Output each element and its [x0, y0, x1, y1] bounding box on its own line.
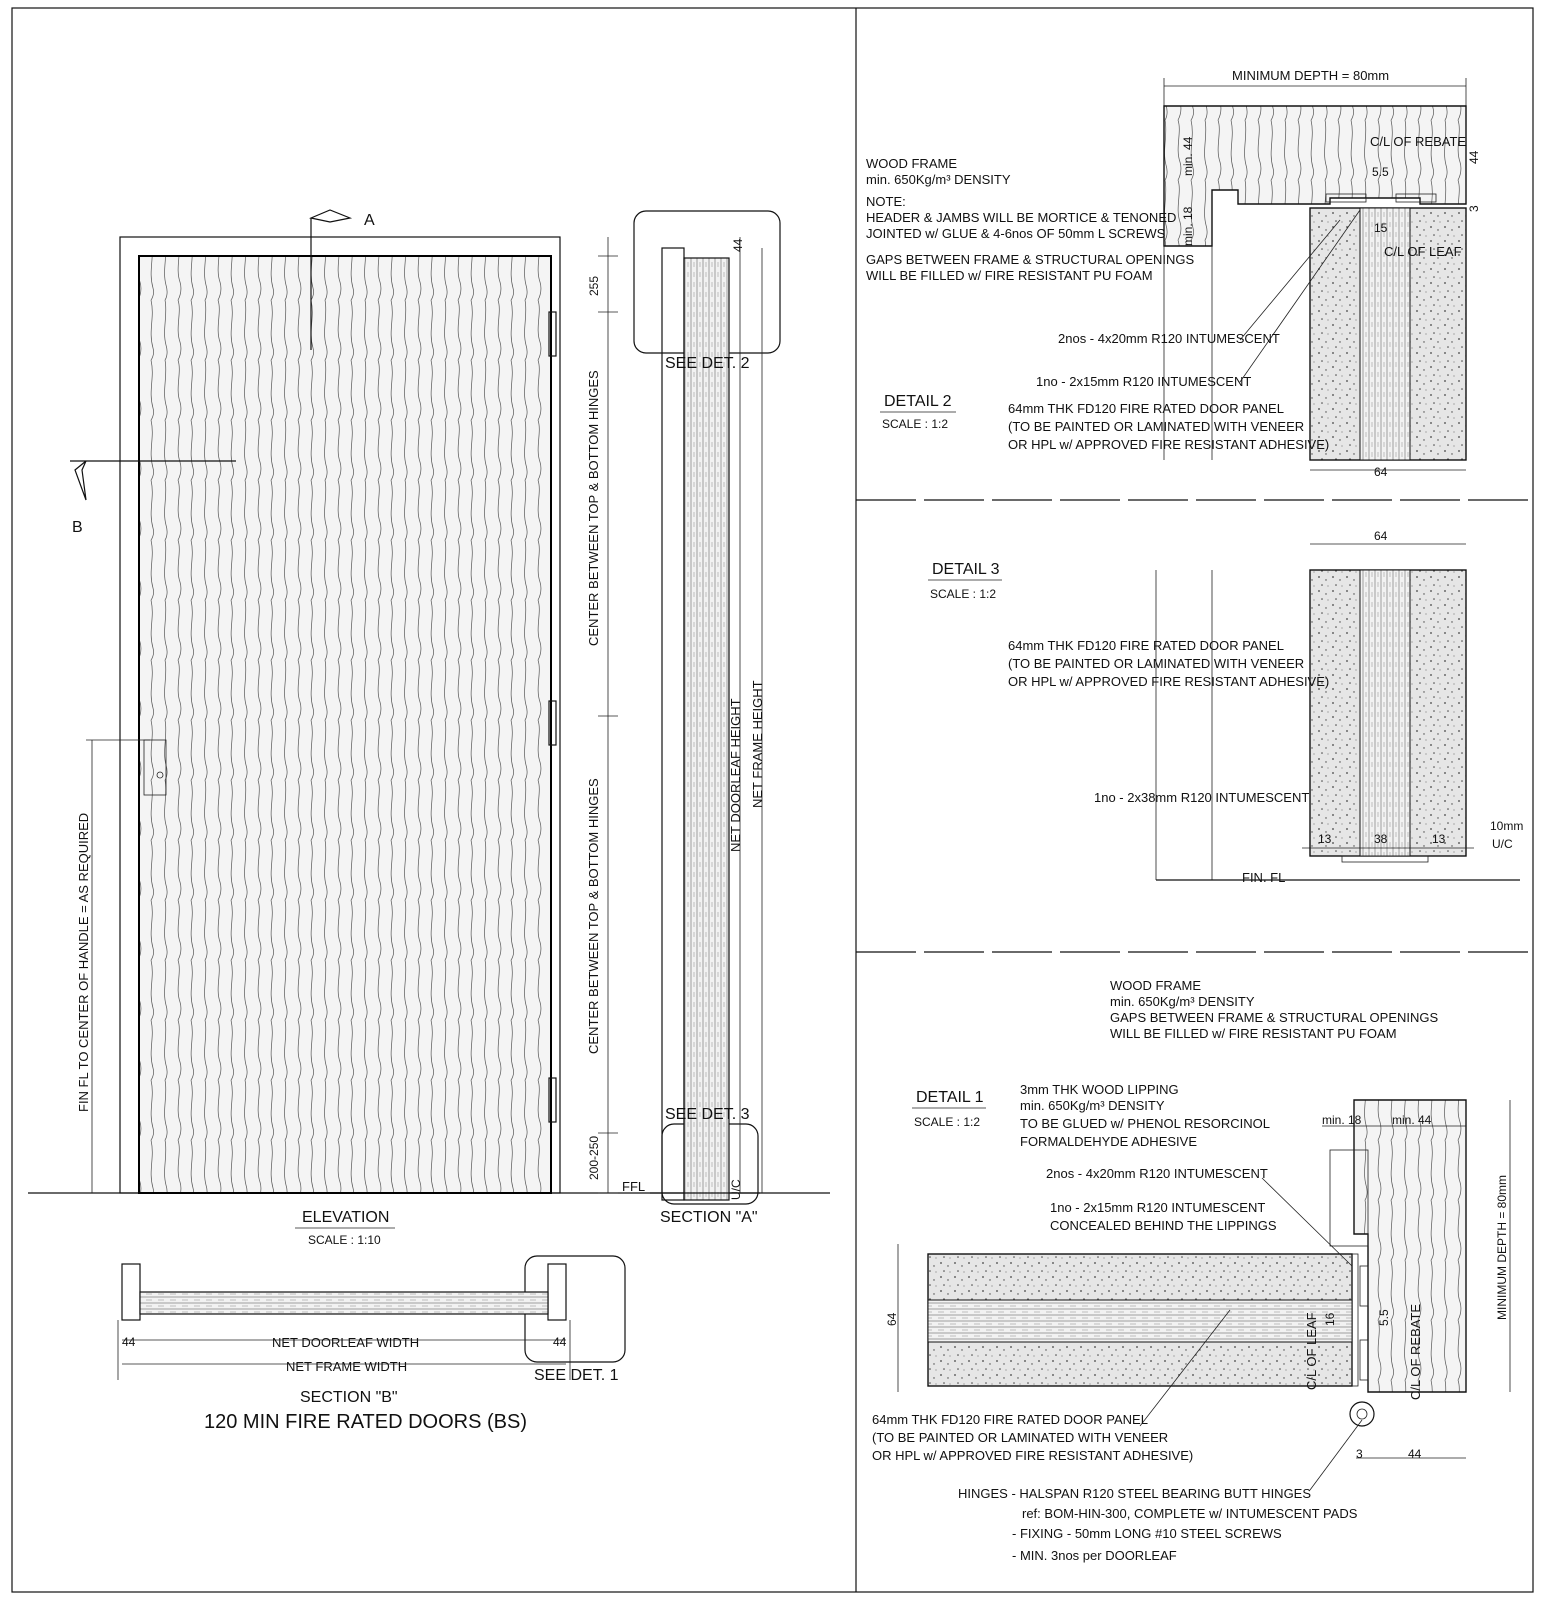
- d2-cl-rebate: C/L OF REBATE: [1370, 134, 1467, 149]
- d1-min-depth: MINIMUM DEPTH = 80mm: [1495, 1174, 1509, 1320]
- d1-panel-3: OR HPL w/ APPROVED FIRE RESISTANT ADHESIVE): [872, 1448, 1194, 1463]
- d1-dim-64: 64: [885, 1312, 899, 1326]
- detail3-drawing: [1156, 544, 1520, 880]
- d1-dim-55: 5.5: [1377, 1309, 1391, 1326]
- d1-density: min. 650Kg/m³ DENSITY: [1110, 994, 1255, 1009]
- see-det-2: SEE DET. 2: [665, 355, 750, 372]
- d1-title: DETAIL 1: [916, 1089, 984, 1106]
- d1-min18: min. 18: [1322, 1113, 1362, 1127]
- d2-dim-3: 3: [1467, 205, 1481, 212]
- d1-hinge-4: - MIN. 3nos per DOORLEAF: [1012, 1548, 1177, 1563]
- d1-intumescent-2a: 1no - 2x15mm R120 INTUMESCENT: [1050, 1200, 1266, 1215]
- d1-min44: min. 44: [1392, 1113, 1432, 1127]
- section-b-marker: B: [72, 519, 83, 536]
- section-b-right-jamb: [548, 1264, 566, 1320]
- see-det-3: SEE DET. 3: [665, 1106, 750, 1123]
- detail1-lipping: [1352, 1254, 1358, 1386]
- detail1-hinge-knuckle: [1350, 1402, 1374, 1426]
- d2-title: DETAIL 2: [884, 393, 952, 410]
- section-a-uc: U/C: [729, 1179, 743, 1200]
- d1-cl-leaf: C/L OF LEAF: [1304, 1312, 1319, 1390]
- d1-hinge-1: HINGES - HALSPAN R120 STEEL BEARING BUTT HINGES: [958, 1486, 1312, 1501]
- d1-dim-16: 16: [1323, 1312, 1337, 1326]
- d1-lip-2: min. 650Kg/m³ DENSITY: [1020, 1098, 1165, 1113]
- d2-wood-frame: WOOD FRAME: [866, 156, 957, 171]
- net-doorleaf-width: NET DOORLEAF WIDTH: [272, 1335, 420, 1350]
- d1-scale: SCALE : 1:2: [914, 1115, 981, 1129]
- d2-density: min. 650Kg/m³ DENSITY: [866, 172, 1011, 187]
- section-b-label: SECTION "B": [300, 1389, 398, 1406]
- section-b-dim-left: 44: [122, 1335, 136, 1349]
- d2-note-2: JOINTED w/ GLUE & 4-6nos OF 50mm L SCREWS: [866, 226, 1166, 241]
- detail3-intumescent: [1342, 856, 1428, 862]
- d3-panel-3: OR HPL w/ APPROVED FIRE RESISTANT ADHESIVE): [1008, 674, 1330, 689]
- d3-fin-fl: FIN. FL: [1242, 870, 1286, 885]
- d2-min44: min. 44: [1181, 136, 1195, 176]
- section-a-marker: A: [364, 212, 375, 229]
- dim-mid-2: CENTER BETWEEN TOP & BOTTOM HINGES: [586, 778, 601, 1054]
- d2-dim-15: 15: [1374, 221, 1388, 235]
- d3-dim-13b: 13: [1432, 832, 1446, 846]
- dim-mid-1: CENTER BETWEEN TOP & BOTTOM HINGES: [586, 370, 601, 646]
- d2-gaps-2: WILL BE FILLED w/ FIRE RESISTANT PU FOAM: [866, 268, 1153, 283]
- dim-top: 255: [587, 275, 601, 296]
- d2-gaps-1: GAPS BETWEEN FRAME & STRUCTURAL OPENINGS: [866, 252, 1195, 267]
- d1-panel-1: 64mm THK FD120 FIRE RATED DOOR PANEL: [872, 1412, 1148, 1427]
- d1-intumescent-1: 2nos - 4x20mm R120 INTUMESCENT: [1046, 1166, 1268, 1181]
- d1-cl-rebate: C/L OF REBATE: [1408, 1303, 1423, 1400]
- door-leaf: [139, 256, 551, 1193]
- d1-wood-frame: WOOD FRAME: [1110, 978, 1201, 993]
- d1-dim-3: 3: [1356, 1447, 1363, 1461]
- d3-dim-38: 38: [1374, 832, 1388, 846]
- section-a-leaf: [684, 258, 729, 1200]
- net-frame-height: NET FRAME HEIGHT: [750, 680, 765, 808]
- d1-lip-1: 3mm THK WOOD LIPPING: [1020, 1082, 1179, 1097]
- d3-panel-2: (TO BE PAINTED OR LAMINATED WITH VENEER: [1008, 656, 1305, 671]
- d2-dim-64: 64: [1374, 465, 1388, 479]
- d3-panel-1: 64mm THK FD120 FIRE RATED DOOR PANEL: [1008, 638, 1284, 653]
- d3-uc-1: 10mm: [1490, 819, 1524, 833]
- net-frame-width: NET FRAME WIDTH: [286, 1359, 408, 1374]
- see-det-1: SEE DET. 1: [534, 1367, 619, 1384]
- section-a-dim-44: 44: [731, 238, 745, 252]
- d1-gaps-2: WILL BE FILLED w/ FIRE RESISTANT PU FOAM: [1110, 1026, 1397, 1041]
- ffl-label: FFL: [622, 1179, 646, 1194]
- section-b-leaf: [140, 1292, 548, 1314]
- elevation-scale: SCALE : 1:10: [308, 1233, 381, 1247]
- section-a-frame: [662, 248, 684, 1200]
- d2-scale: SCALE : 1:2: [882, 417, 949, 431]
- section-a-flag: [311, 210, 350, 222]
- d1-lip-4: FORMALDEHYDE ADHESIVE: [1020, 1134, 1197, 1149]
- d2-min18: min. 18: [1181, 206, 1195, 246]
- d1-panel-2: (TO BE PAINTED OR LAMINATED WITH VENEER: [872, 1430, 1169, 1445]
- d2-min-depth: MINIMUM DEPTH = 80mm: [1232, 68, 1390, 83]
- d2-note: NOTE:: [866, 194, 906, 209]
- d2-note-1: HEADER & JAMBS WILL BE MORTICE & TENONED: [866, 210, 1177, 225]
- d1-hinge-3: - FIXING - 50mm LONG #10 STEEL SCREWS: [1012, 1526, 1282, 1541]
- d2-dim-44: 44: [1467, 150, 1481, 164]
- section-b-left-jamb: [122, 1264, 140, 1320]
- detail3-panel-core: [1360, 570, 1410, 856]
- detail1-intumescent-2: [1360, 1340, 1368, 1380]
- sheet-title: 120 MIN FIRE RATED DOORS (BS): [204, 1411, 528, 1433]
- d2-panel-2: (TO BE PAINTED OR LAMINATED WITH VENEER: [1008, 419, 1305, 434]
- d1-intumescent-2b: CONCEALED BEHIND THE LIPPINGS: [1050, 1218, 1277, 1233]
- d3-dim-64: 64: [1374, 529, 1388, 543]
- d1-lip-3: TO BE GLUED w/ PHENOL RESORCINOL: [1020, 1116, 1270, 1131]
- d1-gaps-1: GAPS BETWEEN FRAME & STRUCTURAL OPENINGS: [1110, 1010, 1439, 1025]
- d3-dim-13a: 13: [1318, 832, 1332, 846]
- d1-dim-44: 44: [1408, 1447, 1422, 1461]
- handle-dim: FIN FL TO CENTER OF HANDLE = AS REQUIRED: [76, 812, 91, 1112]
- d2-cl-leaf: C/L OF LEAF: [1384, 244, 1462, 259]
- section-a-label: SECTION "A": [660, 1209, 758, 1226]
- section-b-dim-right: 44: [553, 1335, 567, 1349]
- d3-scale: SCALE : 1:2: [930, 587, 997, 601]
- detail1-intumescent-1: [1360, 1266, 1368, 1306]
- dim-bottom: 200-250: [587, 1135, 601, 1180]
- net-doorleaf-height: NET DOORLEAF HEIGHT: [728, 698, 743, 852]
- d2-dim-55: 5.5: [1372, 165, 1389, 179]
- d2-intumescent-1: 2nos - 4x20mm R120 INTUMESCENT: [1058, 331, 1280, 346]
- d3-intumescent: 1no - 2x38mm R120 INTUMESCENT: [1094, 790, 1310, 805]
- section-b-flag: [75, 461, 86, 500]
- d2-intumescent-2: 1no - 2x15mm R120 INTUMESCENT: [1036, 374, 1252, 389]
- detail1-panel-core: [928, 1300, 1352, 1342]
- elevation-label: ELEVATION: [302, 1209, 390, 1226]
- d3-title: DETAIL 3: [932, 561, 1000, 578]
- d3-uc-2: U/C: [1492, 837, 1513, 851]
- d2-panel-1: 64mm THK FD120 FIRE RATED DOOR PANEL: [1008, 401, 1284, 416]
- d1-hinge-2: ref: BOM-HIN-300, COMPLETE w/ INTUMESCENT PADS: [1022, 1506, 1358, 1521]
- d2-panel-3: OR HPL w/ APPROVED FIRE RESISTANT ADHESIVE): [1008, 437, 1330, 452]
